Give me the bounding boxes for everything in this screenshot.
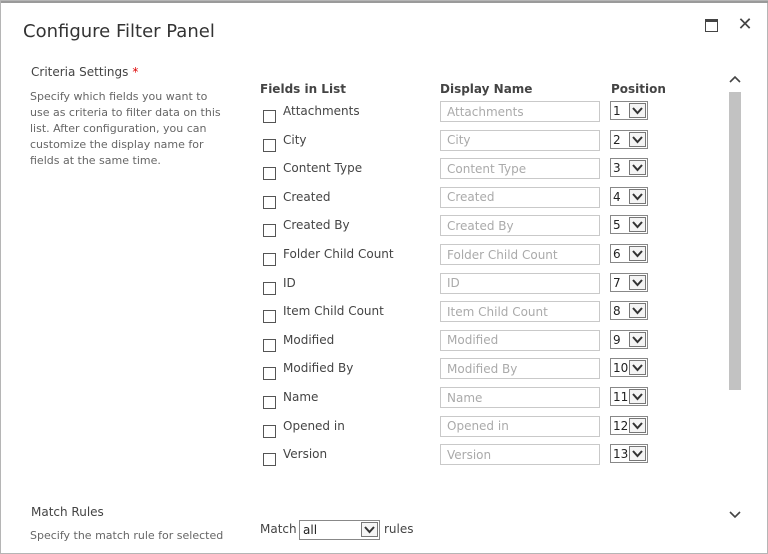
position-select[interactable] <box>610 101 648 120</box>
position-select[interactable] <box>610 187 648 206</box>
scroll-down-button[interactable] <box>727 507 743 523</box>
column-header-fields: Fields in List <box>260 82 346 96</box>
maximize-icon <box>705 19 718 32</box>
position-select[interactable] <box>610 387 648 406</box>
display-name-input[interactable] <box>440 444 600 465</box>
scrollbar-thumb[interactable] <box>729 92 741 390</box>
display-name-input[interactable] <box>440 130 600 151</box>
position-value: 8 <box>613 304 621 319</box>
chevron-down-icon <box>629 217 646 232</box>
column-header-display-name: Display Name <box>440 82 533 96</box>
field-row <box>1 214 727 242</box>
chevron-down-icon <box>629 160 646 175</box>
match-rule-value: all <box>303 523 318 537</box>
dialog-top-border <box>1 1 768 3</box>
close-button[interactable] <box>735 15 755 35</box>
position-select[interactable] <box>610 416 648 435</box>
chevron-down-icon <box>629 132 646 147</box>
field-row <box>1 415 727 443</box>
display-name-input[interactable] <box>440 158 600 179</box>
position-select[interactable] <box>610 158 648 177</box>
display-name-input[interactable] <box>440 416 600 437</box>
match-rules-title: Match Rules <box>31 505 104 519</box>
field-name: Content Type <box>283 161 363 176</box>
position-select[interactable] <box>610 444 648 463</box>
field-row <box>1 157 727 185</box>
field-name: Folder Child Count <box>283 247 394 261</box>
field-row <box>1 386 727 414</box>
field-checkbox[interactable] <box>263 253 276 266</box>
position-value: 2 <box>613 132 621 147</box>
chevron-down-icon <box>361 522 378 537</box>
chevron-down-icon <box>629 446 646 461</box>
position-select[interactable] <box>610 330 648 349</box>
chevron-down-icon <box>629 275 646 290</box>
chevron-down-icon <box>629 303 646 318</box>
display-name-input[interactable] <box>440 101 600 122</box>
chevron-down-icon <box>629 389 646 404</box>
column-header-position: Position <box>611 82 666 96</box>
match-label: Match <box>260 522 297 536</box>
field-row <box>1 129 727 157</box>
position-value: 1 <box>613 104 621 118</box>
field-checkbox[interactable] <box>263 396 276 409</box>
field-name: Created <box>283 189 331 204</box>
chevron-down-icon <box>629 360 646 375</box>
required-marker: * <box>132 65 139 79</box>
chevron-down-icon <box>629 189 646 204</box>
display-name-input[interactable] <box>440 244 600 265</box>
field-name: Attachments <box>283 104 360 118</box>
field-row <box>1 243 727 271</box>
position-select[interactable] <box>610 273 648 292</box>
field-checkbox[interactable] <box>263 110 276 123</box>
position-value: 13 <box>613 447 629 462</box>
chevron-down-icon <box>629 103 646 118</box>
match-rule-select[interactable] <box>299 520 380 540</box>
chevron-down-icon <box>629 418 646 433</box>
position-select[interactable] <box>610 215 648 234</box>
dialog-content <box>1 59 727 547</box>
chevron-down-icon <box>729 511 741 519</box>
field-name: ID <box>283 275 296 290</box>
criteria-settings-label: Criteria Settings <box>31 65 129 79</box>
field-row <box>1 100 727 128</box>
match-rules-description: Specify the match rule for selected <box>30 529 224 542</box>
maximize-button[interactable] <box>701 15 721 35</box>
rules-label: rules <box>384 522 414 536</box>
field-checkbox[interactable] <box>263 282 276 295</box>
display-name-input[interactable] <box>440 330 600 351</box>
field-row <box>1 329 727 357</box>
field-name: City <box>283 132 307 147</box>
field-row <box>1 186 727 214</box>
criteria-settings-title <box>31 65 138 79</box>
field-checkbox[interactable] <box>263 367 276 380</box>
field-checkbox[interactable] <box>263 339 276 352</box>
position-value: 7 <box>613 275 621 290</box>
display-name-input[interactable] <box>440 215 600 236</box>
position-value: 3 <box>613 161 621 176</box>
field-checkbox[interactable] <box>263 453 276 466</box>
field-row <box>1 357 727 385</box>
field-row <box>1 272 727 300</box>
position-value: 12 <box>613 418 629 433</box>
field-name: Modified By <box>283 361 354 376</box>
field-name: Modified <box>283 332 335 347</box>
field-name: Created By <box>283 218 350 233</box>
position-value: 11 <box>613 390 629 404</box>
criteria-settings-description: Specify which fields you want to use as criteria to filter data on this list. After configuration, you can customize the display name for fields at the same time. <box>30 90 221 167</box>
chevron-up-icon <box>729 75 741 83</box>
display-name-input[interactable] <box>440 187 600 208</box>
field-row <box>1 300 727 328</box>
position-select[interactable] <box>610 130 648 149</box>
field-checkbox[interactable] <box>263 139 276 152</box>
field-row <box>1 443 727 471</box>
dialog-title: Configure Filter Panel <box>23 21 215 42</box>
vertical-scrollbar[interactable] <box>727 59 743 529</box>
field-checkbox[interactable] <box>263 196 276 209</box>
position-select[interactable] <box>610 358 648 377</box>
position-value: 6 <box>613 247 621 261</box>
display-name-input[interactable] <box>440 273 600 294</box>
display-name-input[interactable] <box>440 358 600 379</box>
position-value: 9 <box>613 332 621 347</box>
field-checkbox[interactable] <box>263 425 276 438</box>
field-checkbox[interactable] <box>263 167 276 180</box>
position-value: 4 <box>613 189 621 204</box>
field-name: Item Child Count <box>283 304 384 319</box>
field-name: Version <box>283 447 328 462</box>
field-checkbox[interactable] <box>263 310 276 323</box>
scroll-up-button[interactable] <box>727 71 743 87</box>
display-name-input[interactable] <box>440 387 600 408</box>
display-name-input[interactable] <box>440 301 600 322</box>
field-name: Name <box>283 390 319 404</box>
close-icon: ✕ <box>737 14 753 35</box>
field-name: Opened in <box>283 418 345 433</box>
position-value: 5 <box>613 218 621 233</box>
position-value: 10 <box>613 361 629 376</box>
chevron-down-icon <box>629 246 646 261</box>
chevron-down-icon <box>629 332 646 347</box>
field-checkbox[interactable] <box>263 224 276 237</box>
position-select[interactable] <box>610 244 648 263</box>
position-select[interactable] <box>610 301 648 320</box>
